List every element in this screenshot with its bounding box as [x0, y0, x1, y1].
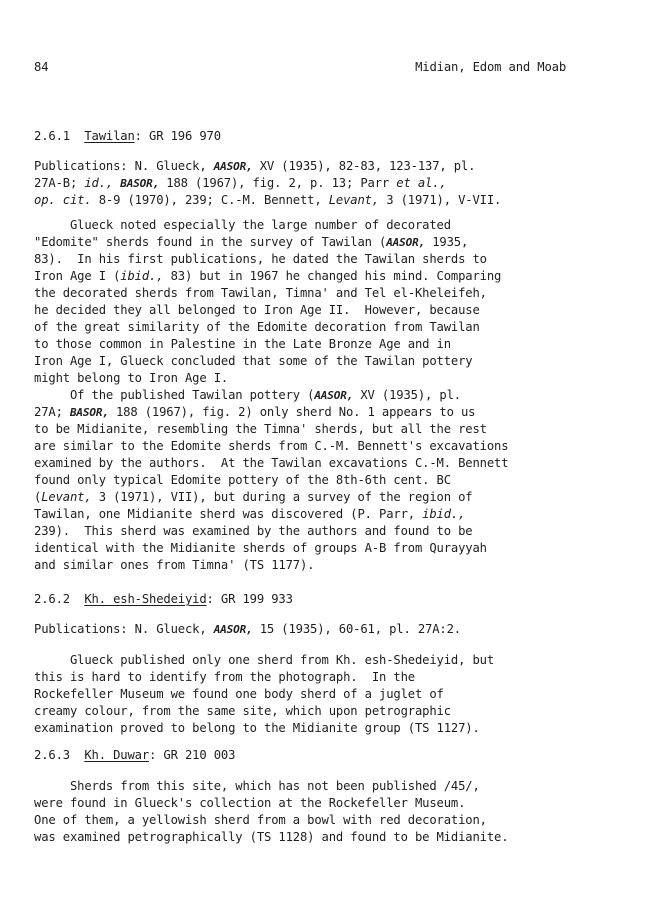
paragraph-line [34, 669, 415, 686]
journal-abbreviation: AASOR, [213, 623, 253, 636]
italic-text: Levant, [41, 489, 92, 504]
publications-line [34, 175, 447, 192]
paragraph-line [34, 336, 451, 353]
section-heading [34, 128, 221, 145]
site-name: Kh. esh-Shedeiyid [84, 592, 207, 606]
italic-text: ibid., [120, 268, 164, 283]
text-run: Sherds from this site, which has not been published /45/, [34, 779, 480, 793]
text-run: Iron Age I, Glueck concluded that some of the Tawilan pottery [34, 353, 473, 368]
journal-abbreviation: BASOR, [69, 405, 109, 419]
paragraph-line [34, 778, 480, 795]
italic-text: Levant, [328, 192, 379, 207]
site-name: Kh. Duwar [84, 748, 149, 762]
paragraph-line [34, 455, 508, 472]
paragraph-line [34, 812, 487, 829]
text-run: XV (1935), 82-83, 123-137, pl. [252, 159, 476, 173]
paragraph-line [34, 540, 487, 557]
text-run: 27A; [34, 404, 70, 419]
text-run: 27A-B; [34, 175, 85, 190]
text-run: Of the published Tawilan pottery ( [34, 388, 315, 402]
paragraph-line [34, 319, 480, 336]
paragraph-line [34, 557, 314, 574]
paragraph-line [34, 217, 451, 234]
paragraph-line [34, 387, 461, 404]
text-run: were found in Glueck's collection at the Rockefeller Museum. [34, 795, 466, 810]
publications-label: Publications: [34, 622, 135, 636]
section-heading [34, 591, 293, 608]
paragraph-line [34, 829, 508, 846]
text-run: of the great similarity of the Edomite decoration from Tawilan [34, 319, 480, 334]
paragraph-line [34, 268, 501, 285]
italic-text: et al., [396, 175, 447, 190]
text-run: 1935, [425, 234, 469, 249]
italic-text: id., [84, 175, 114, 190]
grid-reference: : GR 199 933 [206, 592, 293, 606]
section-number: 2.6.3 [34, 748, 85, 762]
text-run: and similar ones from Timna' (TS 1177). [34, 557, 315, 572]
paragraph-line [34, 302, 480, 319]
section-number: 2.6.1 [34, 129, 85, 143]
text-run: the decorated sherds from Tawilan, Timna' and Tel el-Kheleifeh, [34, 285, 487, 300]
paragraph-line [34, 353, 472, 370]
grid-reference: : GR 196 970 [134, 129, 221, 143]
paragraph-line [34, 370, 228, 387]
paragraph-line [34, 472, 451, 489]
paragraph-line [34, 720, 480, 737]
publications-line [34, 158, 475, 175]
paragraph-line [34, 795, 465, 812]
paragraph-line [34, 652, 494, 669]
grid-reference: : GR 210 003 [149, 748, 236, 762]
paragraph-line [34, 703, 451, 720]
section-heading [34, 747, 235, 764]
text-run: 3 (1971), V-VII. [379, 192, 502, 207]
page-number: 84 [34, 60, 49, 74]
text-run: was examined petrographically (TS 1128) and found to be Midianite. [34, 829, 509, 844]
text-run: 188 (1967), fig. 2, p. 13; Parr [159, 175, 397, 190]
paragraph-line [34, 234, 468, 251]
paragraph-line [34, 438, 508, 455]
text-run: Glueck noted especially the large number of decorated [34, 218, 451, 232]
text-run: XV (1935), pl. [353, 388, 461, 402]
italic-text: op. cit. [34, 192, 92, 207]
paragraph-line [34, 251, 487, 268]
text-run: found only typical Edomite pottery of the 8th-6th cent. BC [34, 472, 451, 487]
text-run: Iron Age I ( [34, 268, 121, 283]
journal-abbreviation: AASOR, [314, 389, 354, 402]
paragraph-line [34, 523, 472, 540]
paragraph-line [34, 506, 465, 523]
section-number: 2.6.2 [34, 592, 85, 606]
journal-abbreviation: AASOR, [386, 235, 426, 249]
text-run: N. Glueck, [134, 159, 214, 173]
publications-line [34, 192, 501, 209]
text-run: he decided they all belonged to Iron Age II. However, because [34, 302, 480, 317]
text-run: 3 (1971), VII), but during a survey of the region of [91, 489, 473, 504]
text-run: N. Glueck, [134, 622, 214, 636]
running-title: Midian, Edom and Moab [415, 60, 566, 74]
text-run: are similar to the Edomite sherds from C.-M. Bennett's excavations [34, 438, 509, 453]
text-run: 15 (1935), 60-61, pl. 27A:2. [252, 622, 461, 636]
italic-text: ibid., [422, 506, 466, 521]
text-run: examined by the authors. At the Tawilan excavations C.-M. Bennett [34, 455, 509, 470]
text-run: 239). This sherd was examined by the authors and found to be [34, 523, 473, 538]
publications-label: Publications: [34, 159, 135, 173]
text-run: to those common in Palestine in the Late Bronze Age and in [34, 336, 451, 351]
text-run: "Edomite" sherds found in the survey of Tawilan ( [34, 234, 387, 249]
text-run: One of them, a yellowish sherd from a bowl with red decoration, [34, 812, 487, 827]
text-run: Rockefeller Museum we found one body sherd of a juglet of [34, 686, 444, 701]
text-run: creamy colour, from the same site, which upon petrographic [34, 703, 451, 718]
paragraph-line [34, 421, 487, 438]
text-run: this is hard to identify from the photograph. In the [34, 669, 415, 684]
text-run: examination proved to belong to the Midianite group (TS 1127). [34, 720, 480, 735]
text-run: 188 (1967), fig. 2) only sherd No. 1 appears to us [108, 404, 476, 419]
text-run: Glueck published only one sherd from Kh. esh-Shedeiyid, but [34, 653, 494, 667]
paragraph-line [34, 404, 475, 421]
journal-abbreviation: AASOR, [213, 160, 253, 173]
paragraph-line [34, 686, 444, 703]
text-run: 8-9 (1970), 239; C.-M. Bennett, [91, 192, 329, 207]
text-run: 83). In his first publications, he dated the Tawilan sherds to [34, 251, 487, 266]
publications-line [34, 621, 461, 638]
text-run: ( [34, 489, 42, 504]
text-run: 83) but in 1967 he changed his mind. Comparing [163, 268, 502, 283]
text-run: Tawilan, one Midianite sherd was discovered (P. Parr, [34, 506, 423, 521]
text-run: to be Midianite, resembling the Timna' sherds, but all the rest [34, 421, 487, 436]
site-name: Tawilan [84, 129, 135, 143]
text-run: identical with the Midianite sherds of groups A-B from Qurayyah [34, 540, 487, 555]
text-run: might belong to Iron Age I. [34, 370, 229, 385]
paragraph-line [34, 285, 487, 302]
journal-abbreviation: BASOR, [120, 176, 160, 190]
paragraph-line [34, 489, 472, 506]
